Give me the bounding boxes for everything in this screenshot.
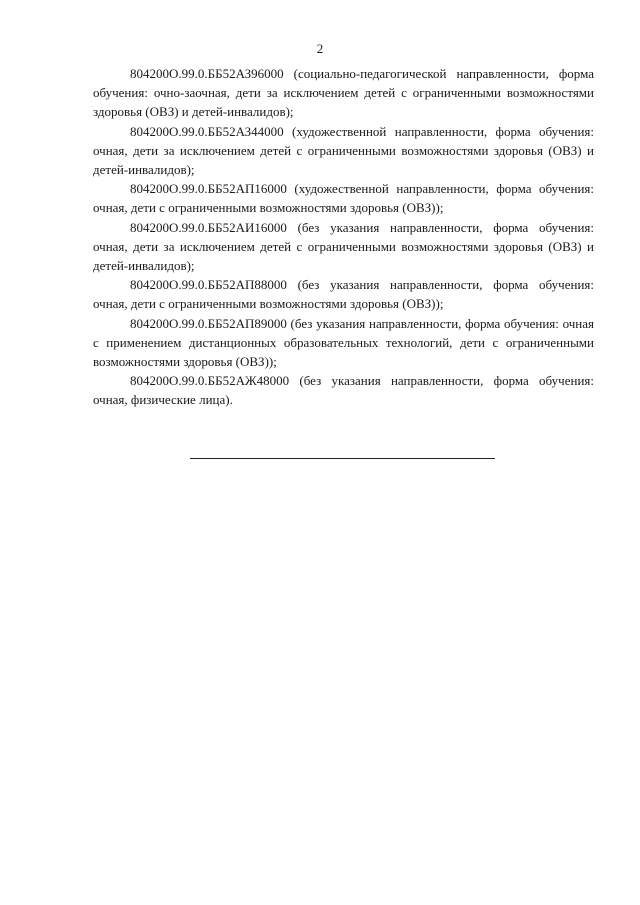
paragraph-service-code-5: 804200О.99.0.ББ52АП88000 (без указания направленности, форма обучения: очная, дети с ограниченными возможностями здоровья (ОВЗ));	[93, 277, 594, 312]
document-body	[93, 64, 594, 410]
paragraph-service-code-2: 804200О.99.0.ББ52АЗ44000 (художественной направленности, форма обучения: очная, дети за исключением детей с ограниченными возможностями здоровья (ОВЗ) и детей-инвалидов);	[93, 123, 594, 178]
page-number: 2	[316, 41, 324, 56]
paragraph-service-code-4: 804200О.99.0.ББ52АИ16000 (без указания направленности, форма обучения: очная, дети за исключением детей с ограниченными возможностями здоровья (ОВЗ) и детей-инвалидов);	[93, 219, 594, 274]
closing-divider-line	[190, 458, 495, 459]
paragraph-service-code-1: 804200О.99.0.ББ52АЗ96000 (социально-педагогической направленности, форма обучения: очно-заочная, дети за исключением детей с ограниченными возможностями здоровья (ОВЗ) и детей-инвалидов);	[93, 66, 594, 120]
paragraph-service-code-7: 804200О.99.0.ББ52АЖ48000 (без указания направленности, форма обучения: очная, физические лица).	[93, 373, 594, 408]
paragraph-service-code-3: 804200О.99.0.ББ52АП16000 (художественной направленности, форма обучения: очная, дети с ограниченными возможностями здоровья (ОВЗ));	[93, 181, 594, 216]
paragraph-service-code-6: 804200О.99.0.ББ52АП89000 (без указания направленности, форма обучения: очная с применением дистанционных образовательных технологий, дети с ограниченными возможностями здоровья (ОВЗ));	[93, 315, 594, 370]
